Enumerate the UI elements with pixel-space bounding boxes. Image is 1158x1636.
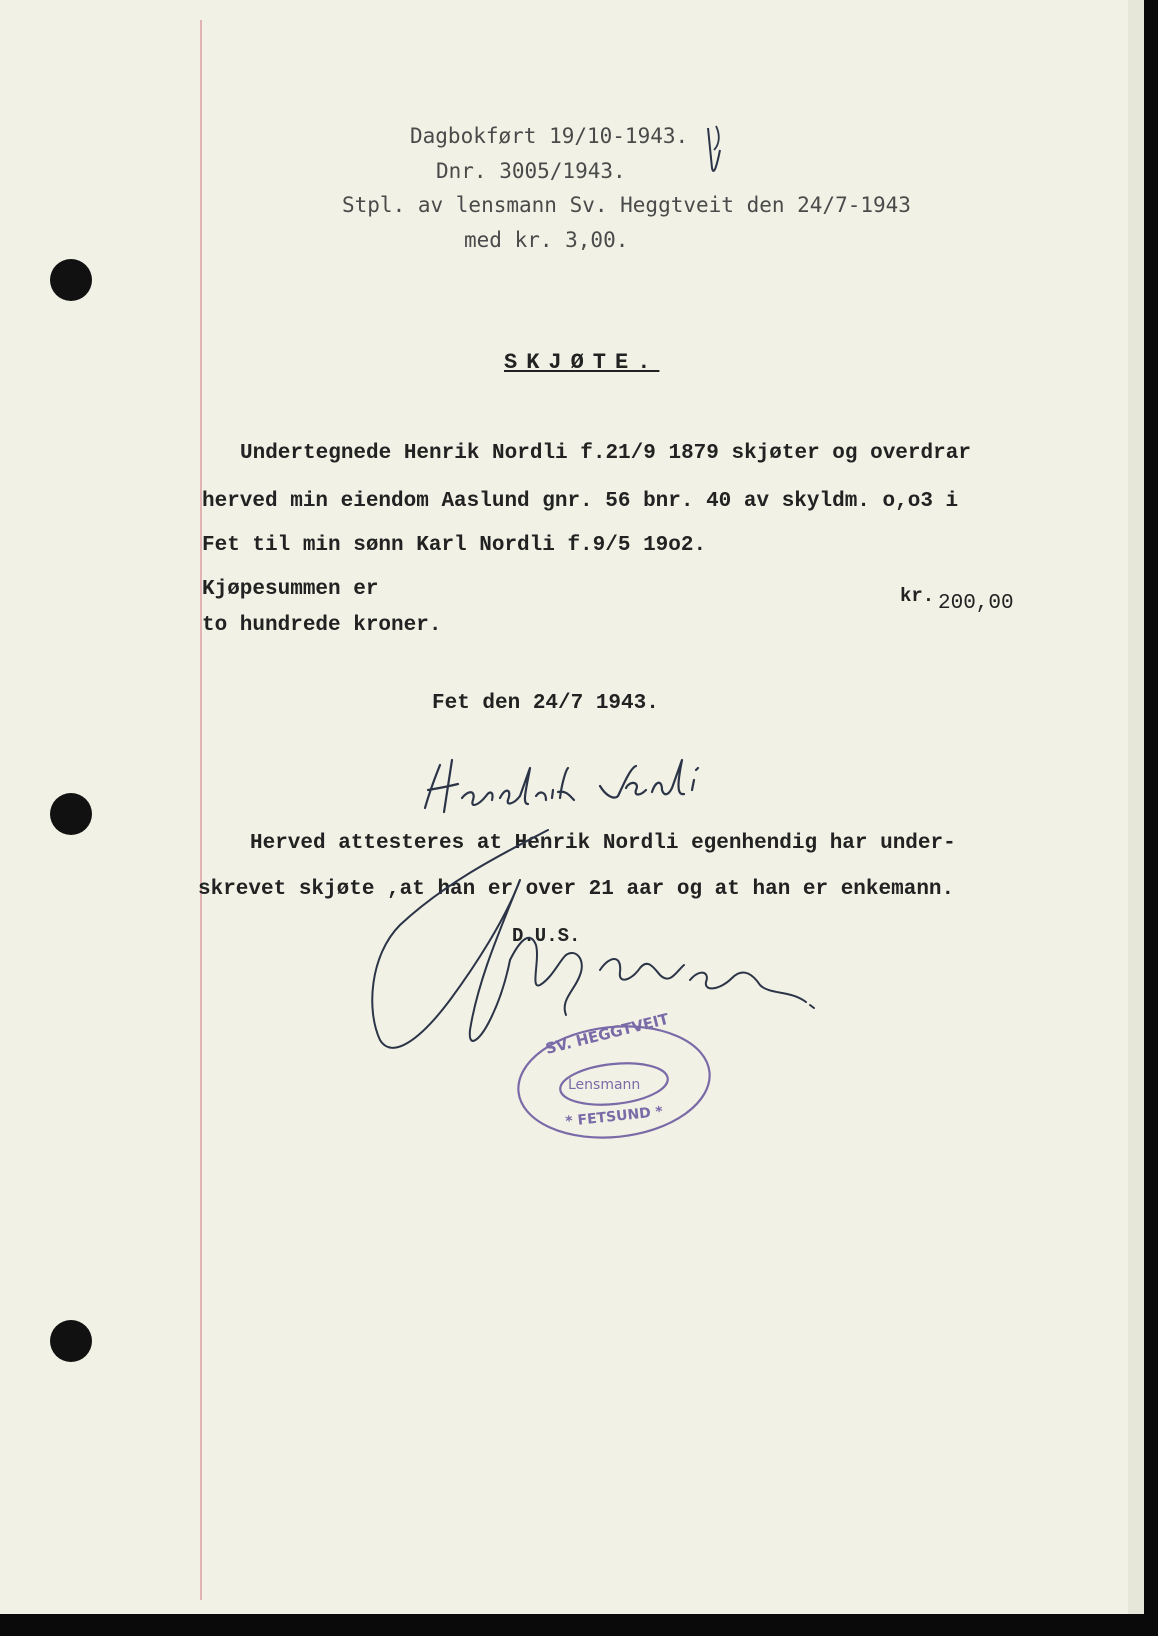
document-title: SKJØTE. — [504, 350, 660, 375]
stamp-duty-note: Stpl. av lensmann Sv. Heggtveit den 24/7-1943 — [342, 193, 911, 217]
place-and-date: Fet den 24/7 1943. — [432, 692, 659, 715]
price-amount: 200,00 — [938, 592, 1014, 615]
stamp-top-text: SV. HEGGTVEIT — [543, 1009, 671, 1058]
signature-hendrik-nordli — [425, 760, 698, 812]
stamp-duty-amount: med kr. 3,00. — [464, 228, 629, 252]
registration-number: Dnr. 3005/1943. — [436, 159, 626, 183]
body-line-2: herved min eiendom Aaslund gnr. 56 bnr. 40 av skyldm. o,o3 i — [202, 490, 959, 513]
registration-date: Dagbokført 19/10-1943. — [410, 124, 689, 148]
body-line-3: Fet til min sønn Karl Nordli f.9/5 19o2. — [202, 534, 707, 557]
attestation-line-1: Herved attesteres at Henrik Nordli egenhendig har under- — [250, 832, 956, 855]
signature-heggtveit — [372, 830, 814, 1048]
stamp-center-text: Lensmann — [568, 1077, 641, 1093]
bracket-mark-icon — [714, 126, 719, 150]
lensmann-stamp — [513, 1010, 715, 1147]
attestation-line-2: skrevet skjøte ,at han er over 21 aar og at han er enkemann. — [198, 878, 955, 901]
price-label: Kjøpesummen er — [202, 578, 379, 601]
body-line-1: Undertegnede Henrik Nordli f.21/9 1879 skjøter og overdrar — [240, 442, 971, 465]
price-words: to hundrede kroner. — [202, 614, 442, 637]
attestation-closing: D.U.S. — [512, 925, 581, 947]
price-currency: kr. — [900, 585, 935, 607]
stamp-bottom-text: * FETSUND * — [564, 1103, 664, 1130]
